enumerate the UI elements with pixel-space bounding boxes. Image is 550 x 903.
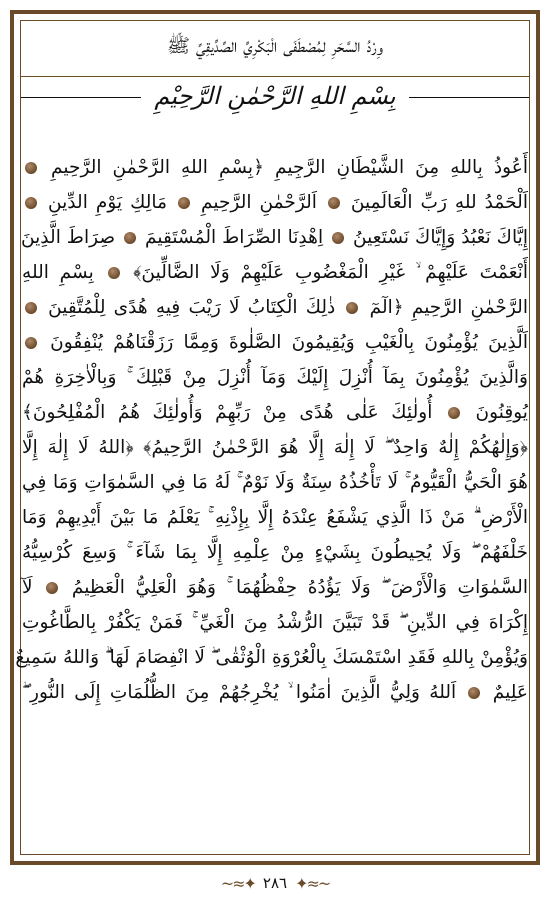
text-line: أَعُوذُ بِاللهِ مِنَ الشَّيْطَانِ الرَّجِيمِ ﴿بِسْمِ اللهِ الرَّحْمٰنِ الرَّحِيمِ xyxy=(22,150,528,185)
text-line: اَلَّذِينَ يُؤْمِنُونَ بِالْغَيْبِ وَيُقِيمُونَ الصَّلٰوةَ وَمِمَّا رَزَقْنَاهُمْ يُنْفِقُونَ xyxy=(22,325,528,360)
verse-end-marker-icon xyxy=(328,197,340,209)
page-number: ٢٨٦ xyxy=(262,874,288,892)
page-footer xyxy=(0,868,550,898)
verse-end-marker-icon xyxy=(25,197,37,209)
basmala-swash-right xyxy=(21,97,141,98)
page-title: وِرْدُ السَّحَرِ لِمُصْطَفَى الْبَكْرِيِّ الصِّدِّيقِيِّ ﷺ xyxy=(166,35,384,57)
basmala-swash-left xyxy=(409,97,529,98)
verse-end-marker-icon xyxy=(108,267,120,279)
verse-end-marker-icon xyxy=(25,337,37,349)
text-line: السَّمٰوَاتِ وَالْأَرْضَ ۖ وَلَا يَؤُدُهُ حِفْظُهُمَا ۚ وَهُوَ الْعَلِيُّ الْعَظِيمُ لَآ xyxy=(22,577,529,598)
text-line: هُوَ الْحَيُّ الْقَيُّومُ ۚ لَا تَأْخُذُهُ سِنَةٌ وَلَا نَوْمٌ ۚ لَهُ مَا فِي السَّمٰوَاتِ وَمَا فِي xyxy=(22,472,528,493)
verse-end-marker-icon xyxy=(25,162,37,174)
verse-end-marker-icon xyxy=(468,687,480,699)
text-line: خَلْفَهُمْ ۖ وَلَا يُحِيطُونَ بِشَيْءٍ مِنْ عِلْمِهِ إِلَّا بِمَا شَآءَ ۚ وَسِعَ كُرْسِيُّهُ xyxy=(22,542,528,563)
verse-end-marker-icon xyxy=(25,302,37,314)
footer-ornament-right-icon: ✦≈~ xyxy=(295,873,330,893)
text-line: إِيَّاكَ نَعْبُدُ وَإِيَّاكَ نَسْتَعِينُ اِهْدِنَا الصِّرَاطَ الْمُسْتَقِيمَ صِرَاطَ الَّذِينَ xyxy=(20,227,528,248)
text-line: يُوقِنُونَ أُولٰئِكَ عَلٰى هُدًى مِنْ رَبِّهِمْ وَأُولٰئِكَ هُمُ الْمُفْلِحُونَ﴾ xyxy=(22,402,528,423)
text-line: أَنْعَمْتَ عَلَيْهِمْ ۙ غَيْرِ الْمَغْضُوبِ عَلَيْهِمْ وَلَا الضَّالِّينَ﴾ بِسْمِ اللهِ xyxy=(22,262,529,283)
text-line: اَلْحَمْدُ للهِ رَبِّ الْعَالَمِينَ اَلرَّحْمٰنِ الرَّحِيمِ مَالِكِ يَوْمِ الدِّينِ xyxy=(22,185,528,220)
text-line: الْأَرْضِ ۗ مَنْ ذَا الَّذِي يَشْفَعُ عِنْدَهُ إِلَّا بِإِذْنِهِ ۚ يَعْلَمُ مَا بَيْنَ أَيْدِيهِمْ وَمَا xyxy=(22,507,528,528)
verse-end-marker-icon xyxy=(346,302,358,314)
text-line: وَيُؤْمِنْ بِاللهِ فَقَدِ اسْتَمْسَكَ بِالْعُرْوَةِ الْوُثْقٰى ۖ لَا انْفِصَامَ لَهَا ۗ وَاللهُ سَمِيعٌ xyxy=(15,647,528,668)
verse-end-marker-icon xyxy=(332,232,344,244)
verse-end-marker-icon xyxy=(46,582,58,594)
text-line: وَالَّذِينَ يُؤْمِنُونَ بِمَآ أُنْزِلَ إِلَيْكَ وَمَآ أُنْزِلَ مِنْ قَبْلِكَ ۚ وَبِالْاٰخِرَةِ هُمْ xyxy=(22,367,528,388)
verse-end-marker-icon xyxy=(448,407,460,419)
verse-end-marker-icon xyxy=(124,232,136,244)
text-line: عَلِيمٌ اَللهُ وَلِيُّ الَّذِينَ اٰمَنُوا ۙ يُخْرِجُهُمْ مِنَ الظُّلُمَاتِ إِلَى النُّورِ ۖ xyxy=(22,682,528,703)
text-line: الرَّحْمٰنِ الرَّحِيمِ ﴿الٓمٓ ذٰلِكَ الْكِتَابُ لَا رَيْبَ فِيهِ هُدًى لِلْمُتَّقِينَ xyxy=(22,290,528,325)
wird-text-body xyxy=(15,150,529,835)
basmala-text: بِسْمِ اللهِ الرَّحْمٰنِ الرَّحِيْمِ xyxy=(154,82,396,110)
text-line: إِكْرَاهَ فِي الدِّينِ ۖ قَدْ تَبَيَّنَ الرُّشْدُ مِنَ الْغَيِّ ۚ فَمَنْ يَكْفُرْ بِالطَّاغُوتِ xyxy=(22,612,528,633)
basmala-heading xyxy=(0,82,550,110)
title-box xyxy=(20,20,530,77)
footer-ornament-left-icon: ~≈✦ xyxy=(220,873,255,893)
text-line: ﴿وَإِلٰهُكُمْ إِلٰهٌ وَاحِدٌ ۖ لَا إِلٰهَ إِلَّا هُوَ الرَّحْمٰنُ الرَّحِيمُ﴾ ﴿اللهُ لَا إِلٰهَ إِلَّا xyxy=(22,437,528,458)
verse-end-marker-icon xyxy=(178,197,190,209)
